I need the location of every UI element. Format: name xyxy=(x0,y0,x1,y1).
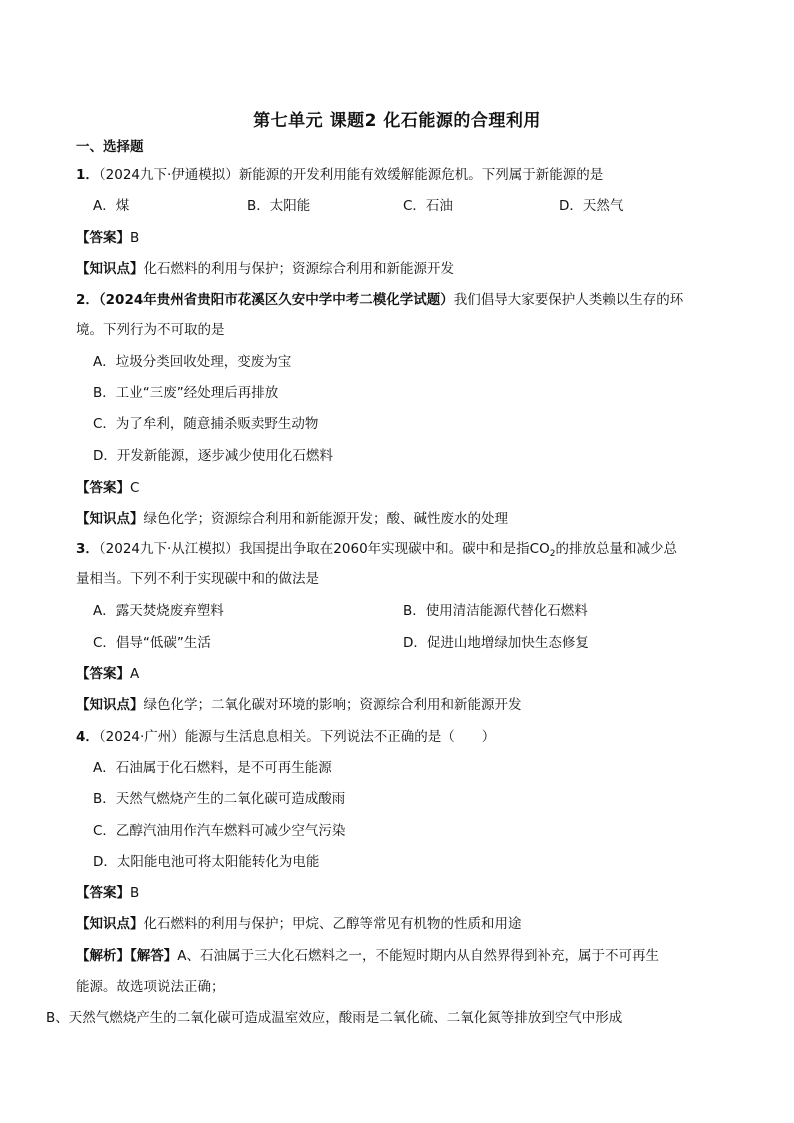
question-source: （2024·广州） xyxy=(98,729,185,745)
question-number: 1． xyxy=(76,167,99,183)
question-number: 3． xyxy=(76,541,99,557)
answer-label: 【答案】 xyxy=(76,230,130,246)
q4-option-d: D．太阳能电池可将太阳能转化为电能 xyxy=(93,854,320,870)
question-number: 2． xyxy=(76,292,99,308)
answer-value: B xyxy=(130,885,140,901)
q2-option-c: C．为了牟利，随意捕杀贩卖野生动物 xyxy=(93,416,319,432)
q3-option-a: A．露天焚烧废弃塑料 xyxy=(93,603,224,619)
q2-option-d: D．开发新能源，逐步减少使用化石燃料 xyxy=(93,448,333,464)
knowledge-text: 绿色化学；二氧化碳对环境的影响；资源综合利用和新能源开发 xyxy=(143,697,522,713)
knowledge-label: 【知识点】 xyxy=(76,261,144,277)
question-number: 4． xyxy=(76,729,99,745)
answer-value: B xyxy=(130,230,140,246)
knowledge-text: 化石燃料的利用与保护；资源综合利用和新能源开发 xyxy=(143,261,454,277)
question-text-cont: 的排放总量和减少总 xyxy=(555,541,677,557)
q1-option-c: C．石油 xyxy=(403,198,453,214)
q4-option-a: A．石油属于化石燃料，是不可再生能源 xyxy=(93,760,332,776)
knowledge-label: 【知识点】 xyxy=(76,916,144,932)
knowledge-text: 化石燃料的利用与保护；甲烷、乙醇等常见有机物的性质和用途 xyxy=(143,916,522,932)
answer-value: C xyxy=(130,480,140,496)
question-source: （2024九下·从江模拟） xyxy=(98,541,239,557)
question-source: （2024年贵州省贵阳市花溪区久安中学中考二模化学试题） xyxy=(98,292,454,308)
analysis-text: A、石油属于三大化石燃料之一，不能短时期内从自然界得到补充，属于不可再生 xyxy=(177,948,659,964)
answer-label: 【答案】 xyxy=(76,666,130,682)
question-text: 我国提出争取在2060年实现碳中和。碳中和是指CO xyxy=(238,541,550,557)
question-text: 新能源的开发利用能有效缓解能源危机。下列属于新能源的是 xyxy=(238,167,604,183)
q2-option-b: B．工业“三废”经处理后再排放 xyxy=(93,385,279,401)
q3-option-b: B．使用清洁能源代替化石燃料 xyxy=(403,603,588,619)
q4-analysis xyxy=(76,946,659,966)
q3-option-c: C．倡导“低碳”生活 xyxy=(93,635,211,651)
q4-option-b: B．天然气燃烧产生的二氧化碳可造成酸雨 xyxy=(93,791,346,807)
q1-option-a: A．煤 xyxy=(93,198,130,214)
analysis-label: 【解析】【解答】 xyxy=(76,948,178,964)
question-text: 能源与生活息息相关。下列说法不正确的是（ ） xyxy=(184,729,496,745)
question-3-stem-cont: 量相当。下列不利于实现碳中和的做法是 xyxy=(76,571,319,587)
knowledge-label: 【知识点】 xyxy=(76,697,144,713)
q1-option-b: B．太阳能 xyxy=(247,198,311,214)
question-3-stem xyxy=(76,539,677,559)
question-2-stem xyxy=(76,290,683,310)
q4-option-c: C．乙醇汽油用作汽车燃料可减少空气污染 xyxy=(93,823,346,839)
q2-answer xyxy=(76,478,139,498)
q1-answer xyxy=(76,228,139,248)
question-1-stem xyxy=(76,165,603,185)
knowledge-label: 【知识点】 xyxy=(76,511,144,527)
q3-option-d: D．促进山地增绿加快生态修复 xyxy=(403,635,589,651)
q1-option-d: D．天然气 xyxy=(559,198,624,214)
subscript: 2 xyxy=(549,549,556,559)
section-heading: 一、选择题 xyxy=(76,139,144,155)
q1-knowledge-point xyxy=(76,259,454,279)
knowledge-text: 绿色化学；资源综合利用和新能源开发；酸、碱性废水的处理 xyxy=(143,511,508,527)
q4-knowledge-point xyxy=(76,914,522,934)
question-4-stem xyxy=(76,727,495,747)
q2-option-a: A．垃圾分类回收处理，变废为宝 xyxy=(93,354,292,370)
q4-analysis-b: B、天然气燃烧产生的二氧化碳可造成温室效应，酸雨是二氧化硫、二氧化氮等排放到空气中形成 xyxy=(46,1010,623,1026)
page-title: 第七单元 课题2 化石能源的合理利用 xyxy=(253,111,541,131)
answer-label: 【答案】 xyxy=(76,480,130,496)
q2-knowledge-point xyxy=(76,509,508,529)
q3-knowledge-point xyxy=(76,695,522,715)
q4-analysis-cont: 能源。故选项说法正确； xyxy=(76,979,225,995)
answer-label: 【答案】 xyxy=(76,885,130,901)
q3-answer xyxy=(76,664,139,684)
q4-answer xyxy=(76,883,139,903)
question-text: 我们倡导大家要保护人类赖以生存的环 xyxy=(453,292,684,308)
question-source: （2024九下·伊通模拟） xyxy=(98,167,239,183)
question-2-stem-cont: 境。下列行为不可取的是 xyxy=(76,322,225,338)
answer-value: A xyxy=(130,666,140,682)
